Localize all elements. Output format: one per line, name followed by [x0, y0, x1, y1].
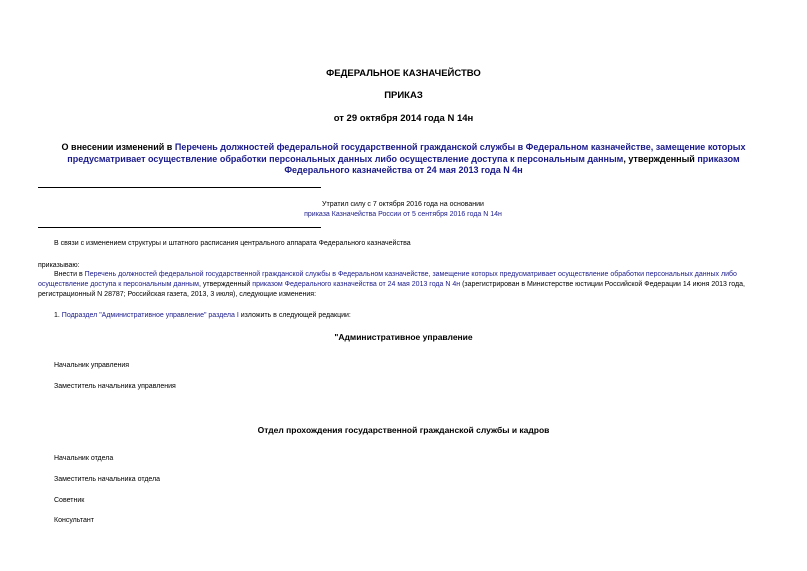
item-1-link[interactable]: Подраздел "Административное управление" раздела I [61, 312, 239, 319]
body-link-list[interactable]: Перечень должностей федеральной государственной гражданской службы в Федеральном казначействе, замещение которых предусматривает осуществление обработки персональных данных либо осуществление доступа к персональным данным [38, 271, 737, 288]
preamble: В связи с изменением структуры и штатного расписания центрального аппарата Федерального казначейства [54, 240, 411, 247]
body-paragraph [38, 270, 774, 300]
document-date: от 29 октября 2014 года N 14н [333, 113, 474, 124]
divider-bottom [38, 227, 321, 228]
title-middle: , утвержденный [623, 153, 698, 164]
title-prefix: О внесении изменений в [61, 142, 175, 152]
agency-name: ФЕДЕРАЛЬНОЕ КАЗНАЧЕЙСТВО [326, 68, 481, 79]
status-line: Утратил силу с 7 октября 2016 года на основании [322, 201, 484, 208]
position-item: Начальник отдела [54, 455, 114, 462]
section-2-title: Отдел прохождения государственной гражданской службы и кадров [257, 425, 550, 435]
title-link-order[interactable]: приказом Федерального казначейства от 24 мая 2013 года N 4н [284, 153, 740, 175]
position-item: Консультант [54, 517, 94, 524]
status-note [190, 200, 616, 220]
section-1-title: "Административное управление [334, 332, 473, 342]
item-1 [54, 311, 351, 321]
item-1-text: изложить в следующей редакции: [238, 312, 351, 319]
item-1-number: 1. [54, 312, 62, 319]
status-link[interactable]: приказа Казначейства России от 5 сентября 2016 года N 14н [304, 211, 502, 218]
title-link-list[interactable]: Перечень должностей федеральной государственной гражданской службы в Федеральном казначействе, замещение которых предусматривает осуществление обработки персональных данных либо осуществление доступа к персональным данным [67, 142, 746, 164]
position-item: Заместитель начальника управления [54, 383, 176, 390]
body-middle: , утвержденный [198, 281, 253, 288]
position-item: Советник [54, 497, 85, 504]
position-item: Заместитель начальника отдела [54, 476, 161, 483]
decree-word: приказываю: [38, 262, 80, 269]
body-intro: Внести в [54, 271, 85, 278]
document-title [36, 142, 771, 177]
position-item: Начальник управления [54, 362, 130, 369]
body-link-order[interactable]: приказом Федерального казначейства от 24 мая 2013 года N 4н [252, 281, 461, 288]
document-type: ПРИКАЗ [384, 90, 423, 101]
body-tail: (зарегистрирован в Министерстве юстиции Российской Федерации 14 июня 2013 года, регистрационный N 28787; Российская газета, 2013, 3 июля), следующие изменения: [38, 281, 745, 298]
divider-top [38, 187, 321, 188]
